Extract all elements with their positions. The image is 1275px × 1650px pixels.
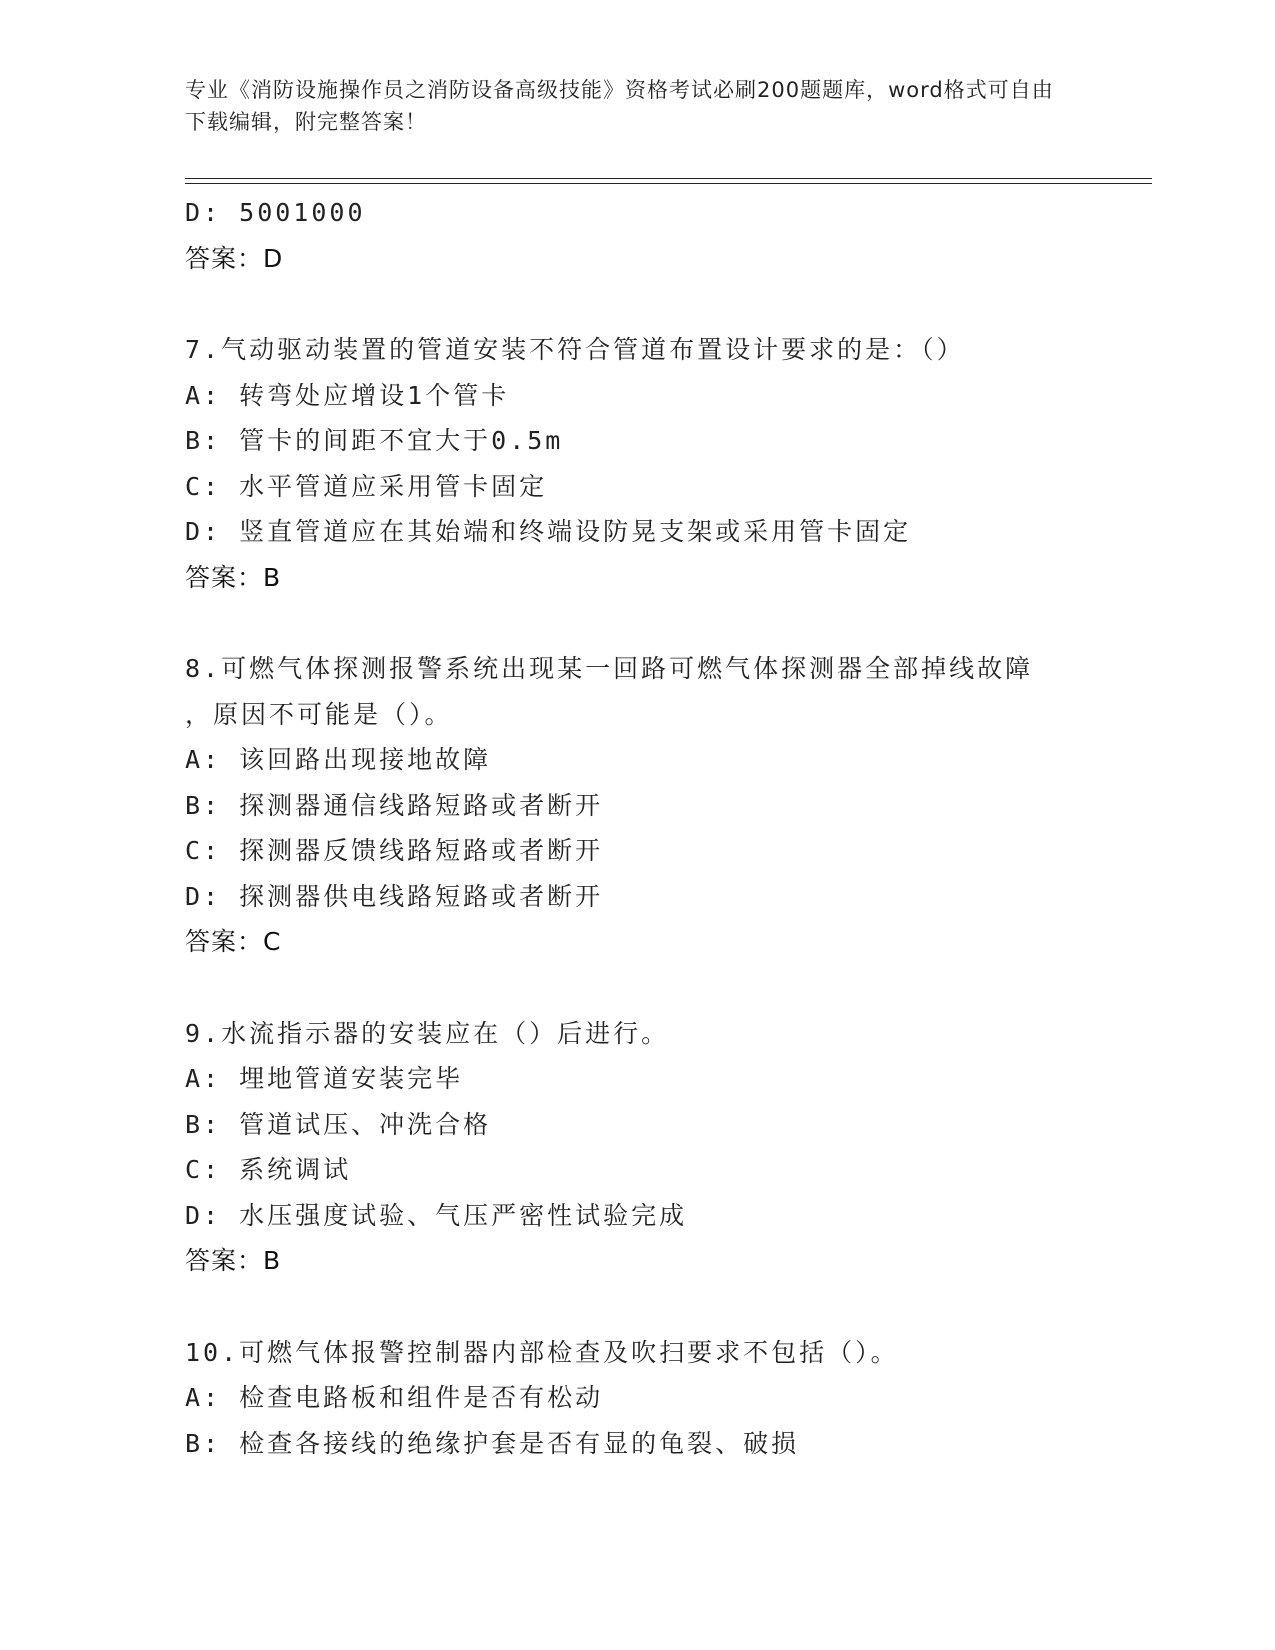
question-line: D: 水压强度试验、气压严密性试验完成 [185,1200,688,1230]
answer-line: 答案：B [185,562,282,592]
question-line: C: 探测器反馈线路短路或者断开 [185,836,604,865]
question-line: 8.可燃气体探测报警系统出现某一回路可燃气体探测器全部掉线故障 [185,654,1034,683]
question-line: 7.气动驱动装置的管道安装不符合管道布置设计要求的是：（） [185,335,965,364]
question-gap [185,965,1145,1011]
question-gap [185,1284,1145,1330]
answer-line: 答案：B [185,1246,282,1275]
question-line: ，原因不可能是（）。 [185,699,453,729]
question-line: C: 系统调试 [185,1155,352,1184]
question-gap [185,281,1145,327]
question-gap [185,600,1145,646]
question-line: 9.水流指示器的安装应在（）后进行。 [185,1018,670,1048]
question-line: B: 检查各接线的绝缘护套是否有显的龟裂、破损 [185,1428,800,1458]
question-line: A: 检查电路板和组件是否有松动 [185,1383,604,1412]
question-line: D: 5001000 [185,198,366,227]
question-line: A: 埋地管道安装完毕 [185,1064,464,1093]
question-line: D: 探测器供电线路短路或者断开 [185,881,604,911]
question-line: A: 该回路出现接地故障 [185,745,492,774]
question-line: C: 水平管道应采用管卡固定 [185,471,548,501]
question-line: B: 管道试压、冲洗合格 [185,1109,492,1139]
question-line: 10.可燃气体报警控制器内部检查及吹扫要求不包括（）。 [185,1337,899,1367]
question-line: B: 管卡的间距不宜大于0.5m [185,426,564,455]
question-line: B: 探测器通信线路短路或者断开 [185,790,604,820]
question-line: A: 转弯处应增设1个管卡 [185,380,510,410]
header-rule-bottom [185,183,1152,184]
answer-line: 答案：D [185,243,284,273]
answer-line: 答案：C [185,927,282,956]
document-header: 专业《消防设施操作员之消防设备高级技能》资格考试必刷200题题库，word格式可自由下载编辑，附完整答案！ [185,78,1054,134]
question-list [185,190,1145,1466]
header-rule-top [185,178,1152,179]
question-line: D: 竖直管道应在其始端和终端设防晃支架或采用管卡固定 [185,517,912,546]
